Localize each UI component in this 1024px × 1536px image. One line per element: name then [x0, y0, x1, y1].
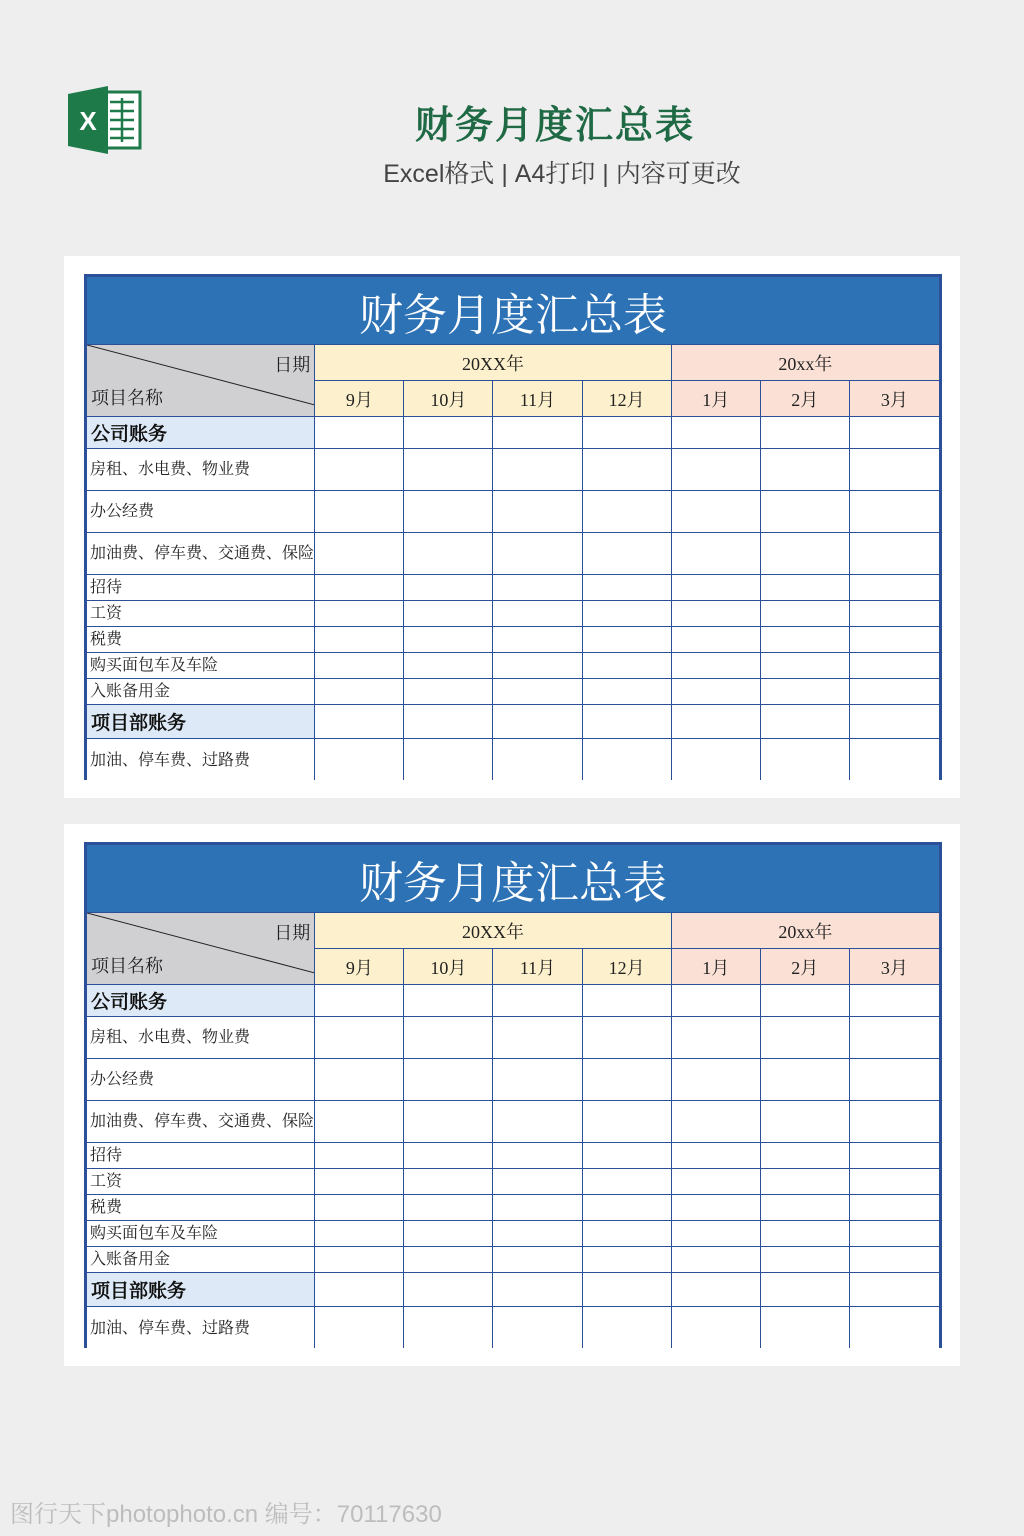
data-cell[interactable]: [582, 679, 671, 705]
data-cell[interactable]: [582, 1307, 671, 1349]
date-header-label: 日期: [274, 923, 311, 943]
data-cell[interactable]: [315, 627, 404, 653]
row-label: 工资: [87, 1169, 315, 1195]
data-cell[interactable]: [315, 491, 404, 533]
data-cell[interactable]: [849, 653, 939, 679]
data-cell[interactable]: [582, 491, 671, 533]
data-cell[interactable]: [493, 627, 582, 653]
data-cell[interactable]: [582, 1273, 671, 1307]
data-cell[interactable]: [760, 449, 849, 491]
data-cell[interactable]: [493, 705, 582, 739]
data-cell[interactable]: [849, 1307, 939, 1349]
data-cell[interactable]: [493, 1247, 582, 1273]
data-cell[interactable]: [493, 575, 582, 601]
data-cell[interactable]: [404, 417, 493, 449]
data-cell[interactable]: [849, 1017, 939, 1059]
month-header: 1月: [671, 949, 760, 985]
data-cell[interactable]: [315, 985, 404, 1017]
data-cell[interactable]: [760, 739, 849, 781]
data-cell[interactable]: [493, 417, 582, 449]
table-row: [87, 601, 940, 627]
data-cell[interactable]: [671, 1221, 760, 1247]
data-cell[interactable]: [671, 1017, 760, 1059]
data-cell[interactable]: [404, 627, 493, 653]
date-header-label: 日期: [274, 355, 311, 375]
diagonal-header-cell: [87, 345, 315, 417]
data-cell[interactable]: [493, 679, 582, 705]
data-cell[interactable]: [315, 1101, 404, 1143]
data-cell[interactable]: [493, 1169, 582, 1195]
row-label: 工资: [87, 601, 315, 627]
data-cell[interactable]: [493, 449, 582, 491]
data-cell[interactable]: [404, 1247, 493, 1273]
data-cell[interactable]: [582, 1101, 671, 1143]
data-cell[interactable]: [849, 1169, 939, 1195]
section-company: 公司账务: [87, 417, 315, 449]
month-header: 10月: [404, 381, 493, 417]
data-cell[interactable]: [671, 575, 760, 601]
data-cell[interactable]: [493, 1101, 582, 1143]
data-cell[interactable]: [493, 1307, 582, 1349]
data-cell[interactable]: [760, 679, 849, 705]
data-cell[interactable]: [760, 1169, 849, 1195]
month-header: 3月: [849, 949, 939, 985]
row-label: 税费: [87, 627, 315, 653]
data-cell[interactable]: [404, 653, 493, 679]
finance-summary-table-1: [86, 276, 940, 780]
data-cell[interactable]: [404, 491, 493, 533]
month-header: 11月: [493, 949, 582, 985]
svg-text:X: X: [79, 106, 97, 136]
data-cell[interactable]: [849, 533, 939, 575]
data-cell[interactable]: [849, 739, 939, 781]
data-cell[interactable]: [849, 1273, 939, 1307]
watermark-text: 图行天下photophoto.cn 编号：70117630: [10, 1501, 442, 1528]
row-label: 购买面包车及车险: [87, 653, 315, 679]
data-cell[interactable]: [582, 533, 671, 575]
data-cell[interactable]: [849, 417, 939, 449]
data-cell[interactable]: [315, 1169, 404, 1195]
sheet-title: 财务月度汇总表: [87, 845, 940, 913]
data-cell[interactable]: [671, 739, 760, 781]
data-cell[interactable]: [671, 1059, 760, 1101]
data-cell[interactable]: [315, 1059, 404, 1101]
month-header: 10月: [404, 949, 493, 985]
data-cell[interactable]: [404, 1273, 493, 1307]
data-cell[interactable]: [671, 1247, 760, 1273]
table-row: [87, 679, 940, 705]
section-project: 项目部账务: [87, 1273, 315, 1307]
data-cell[interactable]: [760, 575, 849, 601]
data-cell[interactable]: [849, 1195, 939, 1221]
data-cell[interactable]: [582, 705, 671, 739]
data-cell[interactable]: [671, 449, 760, 491]
row-label: 加油费、停车费、交通费、保险: [87, 533, 315, 575]
data-cell[interactable]: [582, 1221, 671, 1247]
data-cell[interactable]: [404, 1143, 493, 1169]
section-company: 公司账务: [87, 985, 315, 1017]
data-cell[interactable]: [493, 1143, 582, 1169]
data-cell[interactable]: [849, 705, 939, 739]
data-cell[interactable]: [760, 705, 849, 739]
table-row: [87, 575, 940, 601]
data-cell[interactable]: [671, 1169, 760, 1195]
year-header-2: 20xx年: [671, 913, 939, 949]
data-cell[interactable]: [582, 985, 671, 1017]
table-row: [87, 1059, 940, 1101]
data-cell[interactable]: [849, 1101, 939, 1143]
row-label: 房租、水电费、物业费: [87, 1017, 315, 1059]
data-cell[interactable]: [760, 1307, 849, 1349]
data-cell[interactable]: [582, 449, 671, 491]
data-cell[interactable]: [671, 653, 760, 679]
data-cell[interactable]: [760, 417, 849, 449]
data-cell[interactable]: [493, 533, 582, 575]
data-cell[interactable]: [849, 1221, 939, 1247]
data-cell[interactable]: [404, 449, 493, 491]
preview-card-1: [64, 256, 960, 798]
data-cell[interactable]: [671, 601, 760, 627]
row-label: 办公经费: [87, 1059, 315, 1101]
preview-card-2: [64, 824, 960, 1366]
data-cell[interactable]: [760, 1247, 849, 1273]
month-header: 11月: [493, 381, 582, 417]
month-header: 12月: [582, 381, 671, 417]
data-cell[interactable]: [671, 1101, 760, 1143]
data-cell[interactable]: [760, 491, 849, 533]
data-cell[interactable]: [671, 1143, 760, 1169]
data-cell[interactable]: [315, 1195, 404, 1221]
data-cell[interactable]: [849, 679, 939, 705]
data-cell[interactable]: [493, 1195, 582, 1221]
data-cell[interactable]: [849, 1143, 939, 1169]
data-cell[interactable]: [315, 1221, 404, 1247]
data-cell[interactable]: [671, 533, 760, 575]
month-header: 9月: [315, 381, 404, 417]
data-cell[interactable]: [315, 575, 404, 601]
data-cell[interactable]: [760, 627, 849, 653]
sheet-title: 财务月度汇总表: [87, 277, 940, 345]
data-cell[interactable]: [582, 627, 671, 653]
data-cell[interactable]: [671, 1195, 760, 1221]
month-header: 12月: [582, 949, 671, 985]
data-cell[interactable]: [582, 739, 671, 781]
data-cell[interactable]: [404, 601, 493, 627]
data-cell[interactable]: [493, 491, 582, 533]
row-label: 税费: [87, 1195, 315, 1221]
data-cell[interactable]: [404, 1017, 493, 1059]
data-cell[interactable]: [849, 1247, 939, 1273]
row-label: 入账备用金: [87, 679, 315, 705]
data-cell[interactable]: [493, 653, 582, 679]
data-cell[interactable]: [404, 1221, 493, 1247]
data-cell[interactable]: [404, 679, 493, 705]
data-cell[interactable]: [493, 739, 582, 781]
data-cell[interactable]: [404, 575, 493, 601]
diagonal-header-cell: [87, 913, 315, 985]
data-cell[interactable]: [760, 1101, 849, 1143]
month-header: 2月: [760, 381, 849, 417]
data-cell[interactable]: [671, 679, 760, 705]
data-cell[interactable]: [315, 1017, 404, 1059]
data-cell[interactable]: [760, 985, 849, 1017]
data-cell[interactable]: [582, 653, 671, 679]
row-label: 加油费、停车费、交通费、保险: [87, 1101, 315, 1143]
table-row: [87, 1143, 940, 1169]
item-header-label: 项目名称: [91, 388, 163, 408]
data-cell[interactable]: [315, 653, 404, 679]
row-label: 招待: [87, 575, 315, 601]
row-label: 加油、停车费、过路费: [87, 739, 315, 781]
data-cell[interactable]: [760, 1221, 849, 1247]
data-cell[interactable]: [582, 601, 671, 627]
table-row: [87, 1307, 940, 1349]
data-cell[interactable]: [315, 1247, 404, 1273]
data-cell[interactable]: [760, 601, 849, 627]
data-cell[interactable]: [404, 705, 493, 739]
data-cell[interactable]: [493, 1059, 582, 1101]
month-header: 3月: [849, 381, 939, 417]
table-row: [87, 1247, 940, 1273]
month-header: 1月: [671, 381, 760, 417]
table-row: [87, 1195, 940, 1221]
row-label: 办公经费: [87, 491, 315, 533]
table-row: [87, 739, 940, 781]
data-cell[interactable]: [760, 1143, 849, 1169]
data-cell[interactable]: [315, 1273, 404, 1307]
data-cell[interactable]: [404, 533, 493, 575]
data-cell[interactable]: [671, 705, 760, 739]
data-cell[interactable]: [671, 627, 760, 653]
data-cell[interactable]: [404, 1195, 493, 1221]
section-project: 项目部账务: [87, 705, 315, 739]
data-cell[interactable]: [315, 1143, 404, 1169]
data-cell[interactable]: [315, 533, 404, 575]
page-subtitle: Excel格式 | A4打印 | 内容可更改: [383, 160, 741, 188]
data-cell[interactable]: [582, 1143, 671, 1169]
data-cell[interactable]: [582, 1169, 671, 1195]
data-cell[interactable]: [671, 1273, 760, 1307]
data-cell[interactable]: [493, 985, 582, 1017]
data-cell[interactable]: [582, 1017, 671, 1059]
table-row: [87, 1017, 940, 1059]
data-cell[interactable]: [582, 1059, 671, 1101]
data-cell[interactable]: [315, 601, 404, 627]
data-cell[interactable]: [582, 1195, 671, 1221]
data-cell[interactable]: [582, 1247, 671, 1273]
data-cell[interactable]: [582, 575, 671, 601]
year-header-1: 20XX年: [315, 913, 671, 949]
table-row: [87, 653, 940, 679]
data-cell[interactable]: [760, 1059, 849, 1101]
data-cell[interactable]: [760, 533, 849, 575]
month-header: 9月: [315, 949, 404, 985]
data-cell[interactable]: [671, 491, 760, 533]
data-cell[interactable]: [404, 1169, 493, 1195]
data-cell[interactable]: [582, 417, 671, 449]
item-header-label: 项目名称: [91, 956, 163, 976]
spreadsheet-preview-2: [84, 842, 942, 1348]
spreadsheet-preview-1: [84, 274, 942, 780]
table-row: [87, 491, 940, 533]
table-row: [87, 449, 940, 491]
data-cell[interactable]: [404, 985, 493, 1017]
data-cell[interactable]: [671, 985, 760, 1017]
data-cell[interactable]: [493, 1273, 582, 1307]
data-cell[interactable]: [671, 417, 760, 449]
data-cell[interactable]: [849, 575, 939, 601]
data-cell[interactable]: [760, 1273, 849, 1307]
year-header-2: 20xx年: [671, 345, 939, 381]
data-cell[interactable]: [760, 1017, 849, 1059]
row-label: 招待: [87, 1143, 315, 1169]
data-cell[interactable]: [315, 449, 404, 491]
page-title: 财务月度汇总表: [414, 105, 695, 147]
data-cell[interactable]: [315, 679, 404, 705]
data-cell[interactable]: [404, 1059, 493, 1101]
data-cell[interactable]: [671, 1307, 760, 1349]
table-row: [87, 1101, 940, 1143]
table-row: [87, 1221, 940, 1247]
data-cell[interactable]: [493, 1221, 582, 1247]
data-cell[interactable]: [315, 1307, 404, 1349]
data-cell[interactable]: [849, 1059, 939, 1101]
table-row: [87, 1169, 940, 1195]
table-row: [87, 627, 940, 653]
data-cell[interactable]: [760, 1195, 849, 1221]
data-cell[interactable]: [849, 627, 939, 653]
year-header-1: 20XX年: [315, 345, 671, 381]
row-label: 入账备用金: [87, 1247, 315, 1273]
data-cell[interactable]: [404, 1307, 493, 1349]
data-cell[interactable]: [849, 449, 939, 491]
data-cell[interactable]: [315, 417, 404, 449]
data-cell[interactable]: [849, 985, 939, 1017]
data-cell[interactable]: [315, 705, 404, 739]
data-cell[interactable]: [315, 739, 404, 781]
data-cell[interactable]: [493, 601, 582, 627]
table-row: [87, 533, 940, 575]
data-cell[interactable]: [760, 653, 849, 679]
data-cell[interactable]: [404, 1101, 493, 1143]
data-cell[interactable]: [493, 1017, 582, 1059]
row-label: 购买面包车及车险: [87, 1221, 315, 1247]
row-label: 房租、水电费、物业费: [87, 449, 315, 491]
data-cell[interactable]: [849, 601, 939, 627]
data-cell[interactable]: [849, 491, 939, 533]
month-header: 2月: [760, 949, 849, 985]
row-label: 加油、停车费、过路费: [87, 1307, 315, 1349]
data-cell[interactable]: [404, 739, 493, 781]
finance-summary-table-2: [86, 844, 940, 1348]
